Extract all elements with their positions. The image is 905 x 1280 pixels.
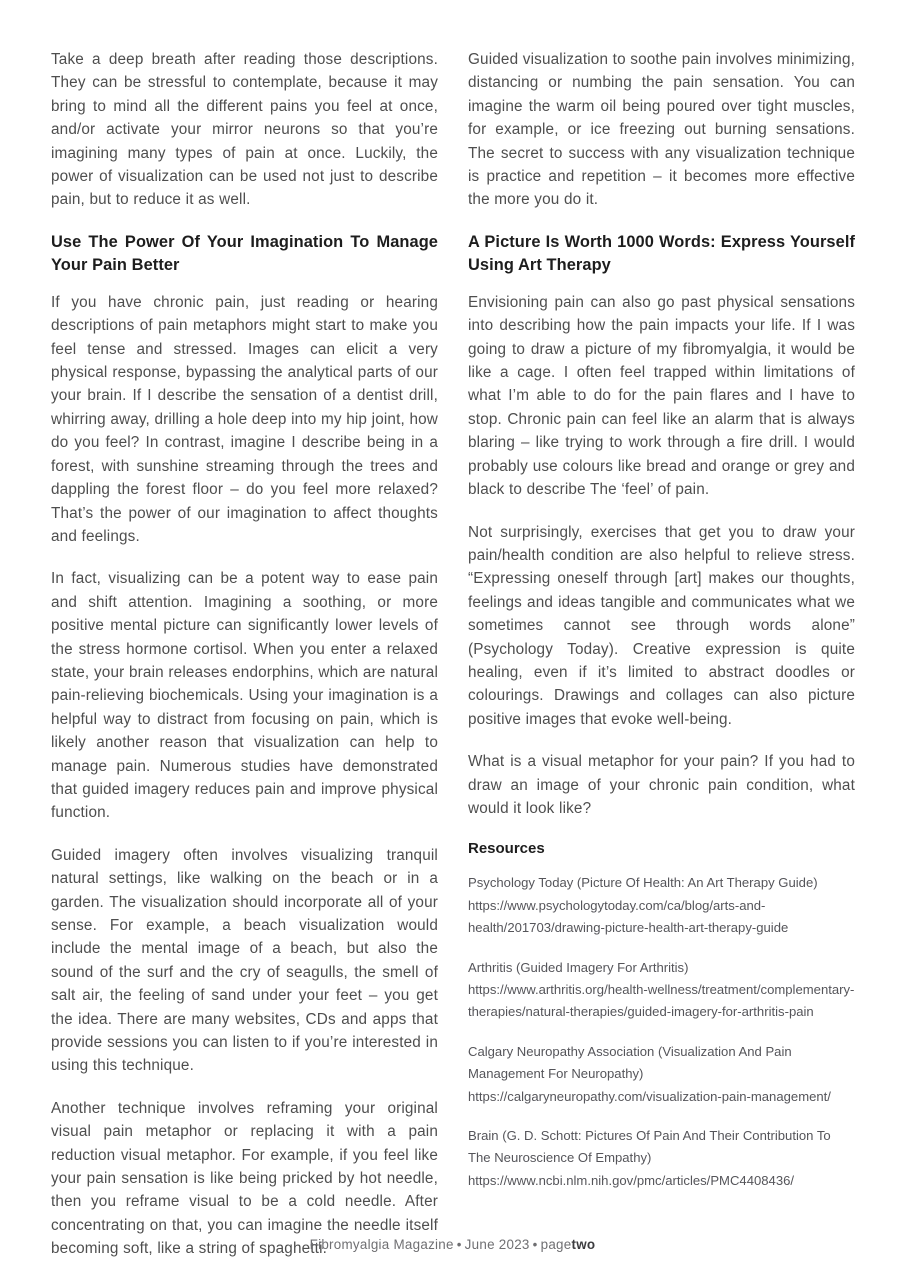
resource-item: Brain (G. D. Schott: Pictures Of Pain And Their Contribution To The Neuroscience Of Empathy) https://www.ncbi.nlm.nih.gov/pmc/articles/PMC4408436/ [468, 1128, 831, 1188]
resource-item: Psychology Today (Picture Of Health: An Art Therapy Guide) https://www.psychologytoday.com/ca/blog/arts-and-health/201703/drawing-picture-health-art-therapy-guide [468, 875, 818, 936]
paragraph-in-fact-visualizing: In fact, visualizing can be a potent way to ease pain and shift attention. Imagining a soothing, or more positive mental picture can significantly lower levels of the stress hormone cortisol. When you enter a relaxed state, your brain releases endorphins, which are natural pain-relieving biochemicals. Using your imagination is a helpful way to distract from focusing on pain, which is likely another reason that visualization can help to manage pain. Numerous studies have demonstrated that guided imagery reduces pain and improve physical function. [51, 570, 438, 822]
footer-separator-2: • [532, 1237, 538, 1252]
paragraph-another-technique: Another technique involves reframing your original visual pain metaphor or replacing it with a pain reduction visual metaphor. For example, if you feel like your pain sensation is like being pricked by hot needle, then you reframe visual to be a cold needle. After concentrating on that, you can imagine the needle itself becoming soft, like a string of spaghetti. [51, 1099, 438, 1258]
footer-issue-date: June 2023 [464, 1237, 530, 1252]
right-column [468, 48, 855, 1192]
resource-item: Arthritis (Guided Imagery For Arthritis) https://www.arthritis.org/health-wellness/treatment/complementary-therapies/natural-therapies/guided-imagery-for-arthritis-pain [468, 959, 855, 1020]
paragraph-envisioning-pain: Envisioning pain can also go past physical sensations into describing how the pain impacts your life. If I was going to draw a picture of my fibromyalgia, it would be like a cage. I often feel trapped within limitations of what I’m able to do for the pain flares and I have to stop. Chronic pain can feel like an alarm that is always blaring – like trying to work through a fire drill. I would probably use colours like bread and orange or grey and black to describe The ‘feel’ of pain. [468, 293, 855, 499]
paragraph-what-is-a-visual-metaphor: What is a visual metaphor for your pain? If you had to draw an image of your chronic pain condition, what would it look like? [468, 753, 855, 817]
footer-separator-1: • [456, 1237, 462, 1252]
footer-page-label: page [540, 1237, 572, 1252]
heading-resources: Resources [468, 840, 545, 858]
footer-page-number: two [571, 1237, 596, 1252]
heading-use-the-power-of-your-imagination: Use The Power Of Your Imagination To Manage Your Pain Better [51, 232, 438, 274]
paragraph-take-a-deep-breath: Take a deep breath after reading those descriptions. They can be stressful to contemplate, because it may bring to mind all the different pains you feel at once, and/or activate your mirror neurons so that you’re imagining many types of pain at once. Luckily, the power of visualization can be used not just to describe pain, but to reduce it as well. [51, 51, 438, 209]
footer-magazine-name: Fibromyalgia Magazine [309, 1237, 454, 1252]
paragraph-guided-imagery: Guided imagery often involves visualizing tranquil natural settings, like walking on the beach or in a garden. The visualization should incorporate all of your sense. For example, a beach visualization would include the mental image of a beach, but also the sound of the surf and the cry of seagulls, the smell of salt air, the feeling of sand under your feet – you get the idea. There are many websites, CDs and apps that provide sessions you can listen to if you’re interested in using this technique. [51, 846, 438, 1075]
paragraph-not-surprisingly: Not surprisingly, exercises that get you to draw your pain/health condition are also helpful to relieve stress. “Expressing oneself through [art] makes our thoughts, feelings and ideas tangible and communicates what we sometimes cannot see through words alone” (Psychology Today). Creative expression is quite healing, even if it’s limited to abstract doodles or colourings. Drawings and collages can also picture positive images that evoke well-being. [468, 523, 855, 728]
paragraph-if-you-have-chronic-pain: If you have chronic pain, just reading or hearing descriptions of pain metaphors might start to make you feel tense and stressed. Images can elicit a very physical response, bypassing the analytical parts of our your brain. If I describe the sensation of a dentist drill, whirring away, drilling a hole deep into my hip joint, how do you feel? In contrast, imagine I describe being in a forest, with sunshine streaming through the trees and dappling the forest floor – do you feel more relaxed? That’s the power of our imagination to affect thoughts and feelings. [51, 293, 438, 545]
paragraph-guided-visualization: Guided visualization to soothe pain involves minimizing, distancing or numbing the pain sensation. You can imagine the warm oil being poured over tight muscles, for example, or ice freezing out burning sensations. The secret to success with any visualization technique is practice and repetition – it becomes more effective the more you do it. [468, 51, 856, 209]
page-footer [0, 1236, 905, 1254]
heading-a-picture-is-worth-1000-words: A Picture Is Worth 1000 Words: Express Yourself Using Art Therapy [468, 232, 855, 274]
resource-item: Calgary Neuropathy Association (Visualization And Pain Management For Neuropathy) https://calgaryneuropathy.com/visualization-pain-management/ [468, 1043, 831, 1104]
left-column [51, 48, 438, 1261]
